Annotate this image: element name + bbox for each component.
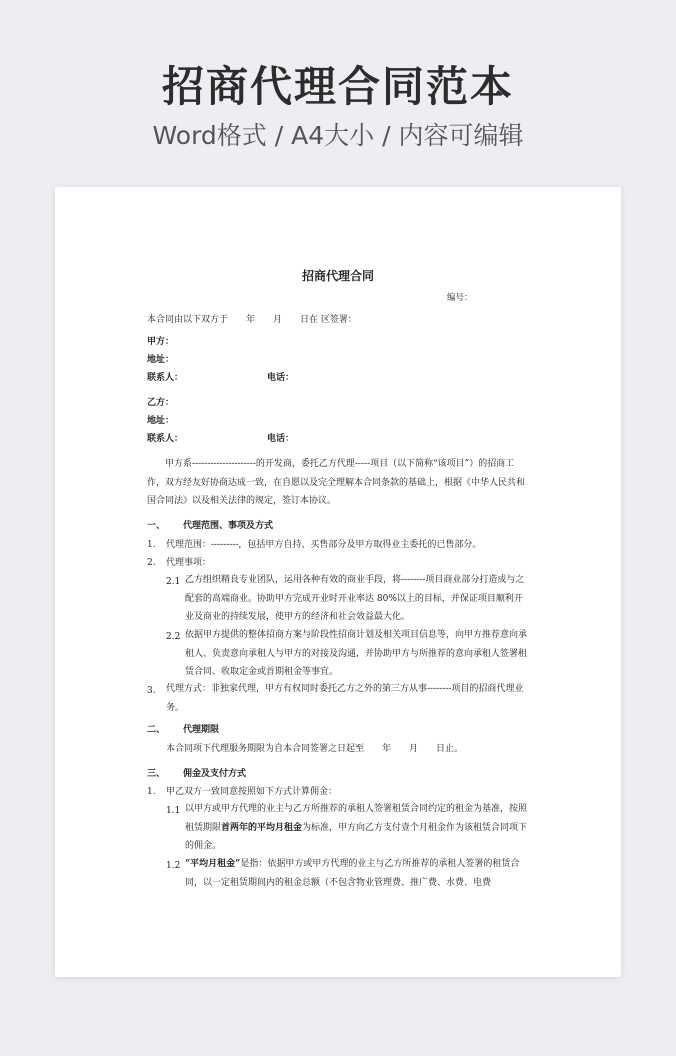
party-b-label: 乙方： [147,398,175,408]
clause-1-1-number: 1.1 [166,806,181,816]
section-3-heading: 佣金及支付方式 [183,769,247,779]
clause-2-1: 乙方组织精良专业团队，运用各种有效的商业手段，将--------项目商业部分打造成与之配套的高端商业。协助甲方完成开业时开业率达 80%以上的目标，并保证项目顺利开业及商业的持续发展，使甲方的经济和社会效益最大化。 [185,575,525,622]
section-1-heading: 代理范围、事项及方式 [183,521,274,531]
document-page [55,187,621,977]
preamble-paragraph: 甲方系---------------------的开发商，委托乙方代理-----项目（以下简称“该项目”）的招商工作，双方经友好协商达成一致，在自愿以及完全理解本合同条款的基础上，根据《中华人民共和国合同法》以及相关法律的规定，签订本协议。 [147,459,526,506]
clause-1-1-text-b: 为标准，甲方向乙方支付壹个月租金作为该租赁合同项下的佣金。 [185,822,528,851]
party-b-contact-label: 联系人： [147,434,184,444]
clause-1-1 [185,800,531,856]
banner-title: 招商代理合同范本 [161,62,514,111]
section-3-number: 三、 [147,769,166,779]
section-1-item-1: 代理范围：---------，包括甲方自持、买售部分及甲方取得业主委托的已售部分。 [166,540,482,550]
clause-2-1-number: 2.1 [166,577,181,587]
section-1-item-2: 代理事项： [166,558,212,568]
party-a-address-label: 地址： [147,355,175,365]
clause-1-1-bold: 首两年的平均月租金 [221,822,303,833]
section-2-text: 本合同项下代理服务期限为自本合同签署之日起至 年 月 日止。 [166,744,464,754]
clause-1-2-text: 是指：依据甲方或甲方代理的业主与乙方所推荐的承租人签署的租赁合同，以一定租赁期间内的租金总额（不包含物业管理费、推广费、水费、电费 [185,859,520,888]
section-2-number: 二、 [147,725,166,735]
section-1-item-2-number: 2. [147,558,156,568]
section-3-item-1: 甲乙双方一致同意按照如下方式计算佣金： [166,787,338,797]
clause-1-1-text-a: 以甲方或甲方代理的业主与乙方所推荐的承租人签署租赁合同约定的租金为基准，按照租赁期限 [185,804,528,833]
party-a-label: 甲方： [147,337,175,347]
banner-subtitle: Word格式 / A4大小 / 内容可编辑 [152,121,524,150]
section-1-item-3: 代理方式：非独家代理，甲方有权同时委托乙方之外的第三方从事--------项目的招商代理业务。 [166,684,524,713]
party-a-phone-label: 电话： [267,373,295,383]
section-1-item-3-number: 3. [147,686,156,696]
clause-2-2-number: 2.2 [166,632,181,642]
clause-1-2-number: 1.2 [166,861,181,871]
party-b-address-label: 地址： [147,416,175,426]
intro-line: 本合同由以下双方于 年 月 日在 区签署： [147,315,357,325]
party-b-phone-label: 电话： [267,434,295,444]
clause-1-2-bold: “平均月租金” [185,859,241,869]
section-3-item-1-number: 1. [147,787,156,797]
contract-number-label: 编号： [447,293,473,303]
clause-2-2: 依据甲方提供的整体招商方案与阶段性招商计划及相关项目信息等，向甲方推荐意向承租人、负责意向承租人与甲方的对接及沟通，并协助甲方与所推荐的意向承租人签署租赁合同、收取定金或首期租金等事宜。 [185,630,528,677]
document-title: 招商代理合同 [301,269,374,283]
clause-1-2 [185,855,531,892]
section-2-heading: 代理期限 [183,725,220,735]
party-a-contact-label: 联系人： [147,373,184,383]
section-1-item-1-number: 1. [147,540,156,550]
section-1-number: 一、 [147,521,166,531]
